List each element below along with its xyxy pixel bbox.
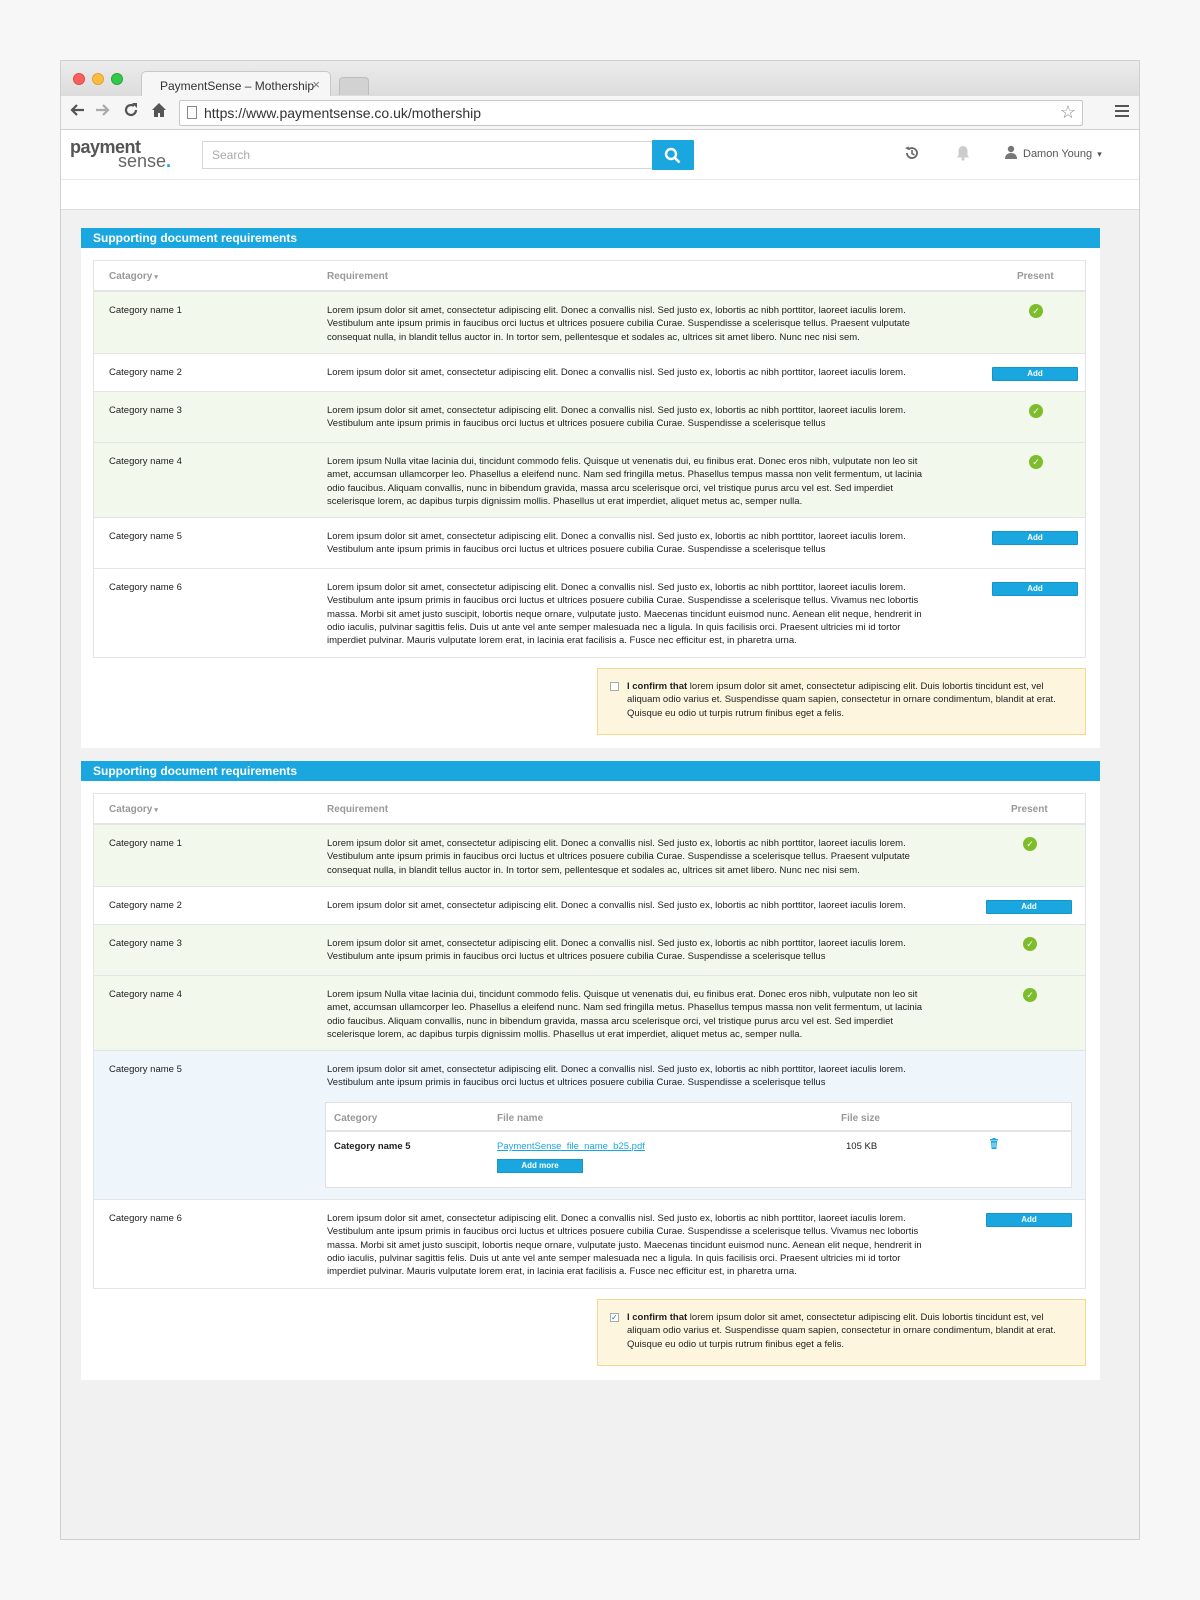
check-circle-icon: ✓ — [1023, 937, 1037, 951]
table-row — [94, 518, 1085, 569]
chevron-down-icon: ▾ — [1097, 149, 1102, 159]
check-circle-icon: ✓ — [1023, 837, 1037, 851]
check-circle-icon: ✓ — [1023, 988, 1037, 1002]
table-header — [94, 261, 1085, 292]
maximize-window-button[interactable] — [111, 73, 123, 85]
file-column-category: Category — [334, 1113, 378, 1124]
row-category: Category name 4 — [109, 456, 182, 467]
page-icon — [187, 106, 197, 119]
confirm-text: I confirm that lorem ipsum dolor sit amet, consectetur adipiscing elit. Duis lobortis tincidunt est, vel aliquam odio varius et. Suspendisse quam sapien, consectetur in ornare condimentum, blandit at erat. Quisque eu odio ut turpis rutrum finibus eget a felis. — [627, 681, 1056, 719]
row-category: Category name 2 — [109, 367, 182, 378]
search-input[interactable] — [202, 141, 654, 169]
browser-menu-icon[interactable] — [1115, 105, 1129, 120]
row-requirement: Lorem ipsum dolor sit amet, consectetur adipiscing elit. Donec a convallis nisl. Sed justo ex, lobortis ac nibh porttitor, laoreet iaculis lorem. Vestibulum ante ipsum primis in faucibus orci luctus et ultrices posuere cubilia Curae. Suspendisse a scelerisque tellus. Vivamus nec lobortis massa. Morbi sit amet justo suscipit, lobortis neque ornare, vulputate justo. Maecenas tincidunt euismod nunc. Aenean elit neque, hendrerit in odio iaculis, pulvinar sagittis felis. Duis ut ante vel ante semper malesuada nec a ligula. In quis facilisis orci. Praesent ultricies mi id tortor imperdiet pulvinar. Mauris vulputate lorem erat, in lacinia erat facilisis a. Fusce nec efficitur est, in pharetra urna. — [327, 582, 922, 647]
row-requirement: Lorem ipsum dolor sit amet, consectetur adipiscing elit. Donec a convallis nisl. Sed justo ex, lobortis ac nibh porttitor, laoreet iaculis lorem. Vestibulum ante ipsum primis in faucibus orci luctus et ultrices posuere cubilia Curae. Suspendisse a scelerisque tellus — [327, 938, 906, 963]
column-header-requirement: Requirement — [327, 804, 389, 815]
file-name-link[interactable]: PaymentSense_file_name_b25.pdf — [497, 1141, 645, 1152]
confirm-checkbox[interactable] — [610, 682, 619, 691]
app-header — [61, 130, 1139, 180]
table-row — [94, 1200, 1085, 1288]
browser-toolbar — [61, 96, 1139, 130]
notification-bell-icon[interactable] — [955, 145, 971, 166]
tab-close-icon[interactable]: × — [312, 77, 320, 92]
row-category: Category name 1 — [109, 305, 182, 316]
confirm-box — [597, 1299, 1086, 1366]
table-row — [94, 887, 1085, 925]
row-requirement: Lorem ipsum dolor sit amet, consectetur adipiscing elit. Donec a convallis nisl. Sed justo ex, lobortis ac nibh porttitor, laoreet iaculis lorem. — [327, 367, 906, 378]
table-row — [94, 354, 1085, 392]
panel-title: Supporting document requirements — [81, 228, 1100, 248]
row-requirement: Lorem ipsum dolor sit amet, consectetur adipiscing elit. Donec a convallis nisl. Sed justo ex, lobortis ac nibh porttitor, laoreet iaculis lorem. Vestibulum ante ipsum primis in faucibus orci luctus et ultrices posuere cubilia Curae. Suspendisse a scelerisque tellus — [327, 531, 906, 556]
row-category: Category name 5 — [109, 531, 182, 542]
column-header-requirement: Requirement — [327, 271, 389, 282]
table-row — [94, 925, 1085, 976]
table-row — [94, 392, 1085, 443]
user-name: Damon Young — [1023, 148, 1093, 160]
check-circle-icon: ✓ — [1029, 455, 1043, 469]
row-requirement: Lorem ipsum Nulla vitae lacinia dui, tincidunt commodo felis. Quisque ut venenatis dui, eu finibus erat. Donec eros nibh, vulputate non leo sit amet, accumsan ullamcorper leo. Phasellus a eleifend nunc. Nam sed fringilla metus. Phasellus tempus massa non velit fermentum, ut lacinia odio faucibus. Aliquam convallis, nunc in bibendum gravida, massa arcu scelerisque orci, vel tristique purus arcu vel est. Sed imperdiet scelerisque lorem, ac dapibus turpis dignissim mollis. Phasellus ut erat imperdiet, aliquet metus ac, semper nulla. — [327, 456, 923, 507]
confirm-checkbox[interactable]: ✓ — [611, 1313, 618, 1322]
column-header-category[interactable]: Catagory ▾ — [109, 271, 158, 282]
check-circle-icon: ✓ — [1029, 404, 1043, 418]
add-button[interactable]: Add — [992, 582, 1078, 596]
address-bar[interactable] — [179, 100, 1083, 126]
table-header — [94, 794, 1085, 825]
back-arrow-icon[interactable] — [69, 102, 85, 122]
forward-arrow-icon[interactable] — [95, 102, 111, 122]
sort-caret-icon: ▾ — [154, 274, 158, 281]
file-category: Category name 5 — [334, 1141, 411, 1152]
user-menu[interactable] — [1005, 145, 1102, 160]
row-requirement: Lorem ipsum dolor sit amet, consectetur adipiscing elit. Donec a convallis nisl. Sed justo ex, lobortis ac nibh porttitor, laoreet iaculis lorem. Vestibulum ante ipsum primis in faucibus orci luctus et ultrices posuere cubilia Curae. Suspendisse a scelerisque tellus. Vivamus nec lobortis massa. Morbi sit amet justo suscipit, lobortis neque ornare, vulputate justo. Maecenas tincidunt euismod nunc. Aenean elit neque, hendrerit in odio iaculis, pulvinar sagittis felis. Duis ut ante vel ante semper malesuada nec a ligula. In quis facilisis orci. Praesent ultricies mi id tortor imperdiet pulvinar. Mauris vulputate lorem erat, in lacinia erat facilisis a. Fusce nec efficitur est, in pharetra urna. — [327, 1213, 922, 1278]
paymentsense-logo[interactable]: payment sense. — [70, 137, 172, 171]
user-avatar-icon — [1005, 145, 1017, 159]
search-button[interactable] — [652, 140, 694, 170]
file-column-size: File size — [841, 1113, 880, 1124]
column-header-present: Present — [1017, 271, 1054, 282]
browser-window — [60, 60, 1140, 1540]
requirements-table — [93, 260, 1086, 658]
search-placeholder: Search — [212, 148, 251, 162]
row-requirement: Lorem ipsum Nulla vitae lacinia dui, tincidunt commodo felis. Quisque ut venenatis dui, eu finibus erat. Donec eros nibh, vulputate non leo sit amet, accumsan ullamcorper leo. Phasellus a eleifend nunc. Nam sed fringilla metus. Phasellus tempus massa non velit fermentum, ut lacinia odio faucibus. Aliquam convallis, nunc in bibendum gravida, massa arcu scelerisque orci, vel tristique purus arcu vel est. Sed imperdiet scelerisque lorem, ac dapibus turpis dignissim mollis. Phasellus ut erat imperdiet, aliquet metus ac, semper nulla. — [327, 989, 923, 1040]
column-header-present: Present — [1011, 804, 1048, 815]
table-row — [94, 569, 1085, 657]
trash-icon[interactable] — [989, 1138, 999, 1149]
row-category: Category name 6 — [109, 582, 182, 593]
row-category: Category name 2 — [109, 900, 182, 911]
table-row — [94, 976, 1085, 1051]
url-text: https://www.paymentsense.co.uk/mothership — [204, 105, 482, 121]
title-bar — [61, 61, 1139, 96]
table-row — [94, 292, 1085, 354]
add-more-button[interactable]: Add more — [497, 1159, 583, 1173]
history-icon[interactable] — [904, 145, 920, 166]
requirements-table — [93, 793, 1086, 1289]
add-button[interactable]: Add — [992, 367, 1078, 381]
home-icon[interactable] — [151, 102, 167, 122]
confirm-box — [597, 668, 1086, 735]
row-category: Category name 1 — [109, 838, 182, 849]
table-row — [94, 443, 1085, 518]
sort-caret-icon: ▾ — [154, 807, 158, 814]
tab-title: PaymentSense – Mothership — [160, 79, 315, 93]
add-button[interactable]: Add — [986, 1213, 1072, 1227]
sub-header-bar — [61, 180, 1139, 210]
table-row-expanded — [94, 1051, 1085, 1200]
add-button[interactable]: Add — [986, 900, 1072, 914]
row-category: Category name 3 — [109, 938, 182, 949]
file-table — [325, 1102, 1072, 1188]
column-header-category[interactable]: Catagory ▾ — [109, 804, 158, 815]
search-icon — [664, 147, 681, 164]
row-requirement: Lorem ipsum dolor sit amet, consectetur adipiscing elit. Donec a convallis nisl. Sed justo ex, lobortis ac nibh porttitor, laoreet iaculis lorem. — [327, 900, 906, 911]
row-category: Category name 4 — [109, 989, 182, 1000]
minimize-window-button[interactable] — [92, 73, 104, 85]
check-circle-icon: ✓ — [1029, 304, 1043, 318]
bookmark-star-icon[interactable]: ☆ — [1059, 102, 1076, 122]
add-button[interactable]: Add — [992, 531, 1078, 545]
close-window-button[interactable] — [73, 73, 85, 85]
file-column-name: File name — [497, 1113, 544, 1124]
confirm-text: I confirm that lorem ipsum dolor sit amet, consectetur adipiscing elit. Duis lobortis tincidunt est, vel aliquam odio varius et. Suspendisse quam sapien, consectetur in ornare condimentum, blandit at erat. Quisque eu odio ut turpis rutrum finibus eget a felis. — [627, 1312, 1056, 1350]
panel-title: Supporting document requirements — [81, 761, 1100, 781]
row-category: Category name 5 — [109, 1064, 182, 1075]
requirements-panel-1 — [81, 228, 1100, 748]
file-size: 105 KB — [846, 1141, 878, 1152]
browser-tab[interactable] — [141, 71, 331, 97]
row-requirement: Lorem ipsum dolor sit amet, consectetur adipiscing elit. Donec a convallis nisl. Sed justo ex, lobortis ac nibh porttitor, laoreet iaculis lorem. Vestibulum ante ipsum primis in faucibus orci luctus et ultrices posuere cubilia Curae. Suspendisse a scelerisque tellus. Praesent vulputate consequat nulla, in blandit tellus auctor in. In tortor sem, pellentesque et sodales ac, ultrices sit amet libero. Nunc nec nisi sem. — [327, 838, 910, 876]
row-requirement: Lorem ipsum dolor sit amet, consectetur adipiscing elit. Donec a convallis nisl. Sed justo ex, lobortis ac nibh porttitor, laoreet iaculis lorem. Vestibulum ante ipsum primis in faucibus orci luctus et ultrices posuere cubilia Curae. Suspendisse a scelerisque tellus — [327, 405, 906, 430]
new-tab-button[interactable] — [339, 77, 369, 95]
row-category: Category name 3 — [109, 405, 182, 416]
file-table-header — [326, 1103, 1071, 1132]
requirements-panel-2 — [81, 761, 1100, 1380]
row-requirement: Lorem ipsum dolor sit amet, consectetur adipiscing elit. Donec a convallis nisl. Sed justo ex, lobortis ac nibh porttitor, laoreet iaculis lorem. Vestibulum ante ipsum primis in faucibus orci luctus et ultrices posuere cubilia Curae. Suspendisse a scelerisque tellus. Praesent vulputate consequat nulla, in blandit tellus auctor in. In tortor sem, pellentesque et sodales ac, ultrices sit amet libero. Nunc nec nisi sem. — [327, 305, 910, 343]
row-requirement: Lorem ipsum dolor sit amet, consectetur adipiscing elit. Donec a convallis nisl. Sed justo ex, lobortis ac nibh porttitor, laoreet iaculis lorem. Vestibulum ante ipsum primis in faucibus orci luctus et ultrices posuere cubilia Curae. Suspendisse a scelerisque tellus — [327, 1064, 906, 1089]
row-category: Category name 6 — [109, 1213, 182, 1224]
table-row — [94, 825, 1085, 887]
reload-icon[interactable] — [123, 102, 139, 122]
